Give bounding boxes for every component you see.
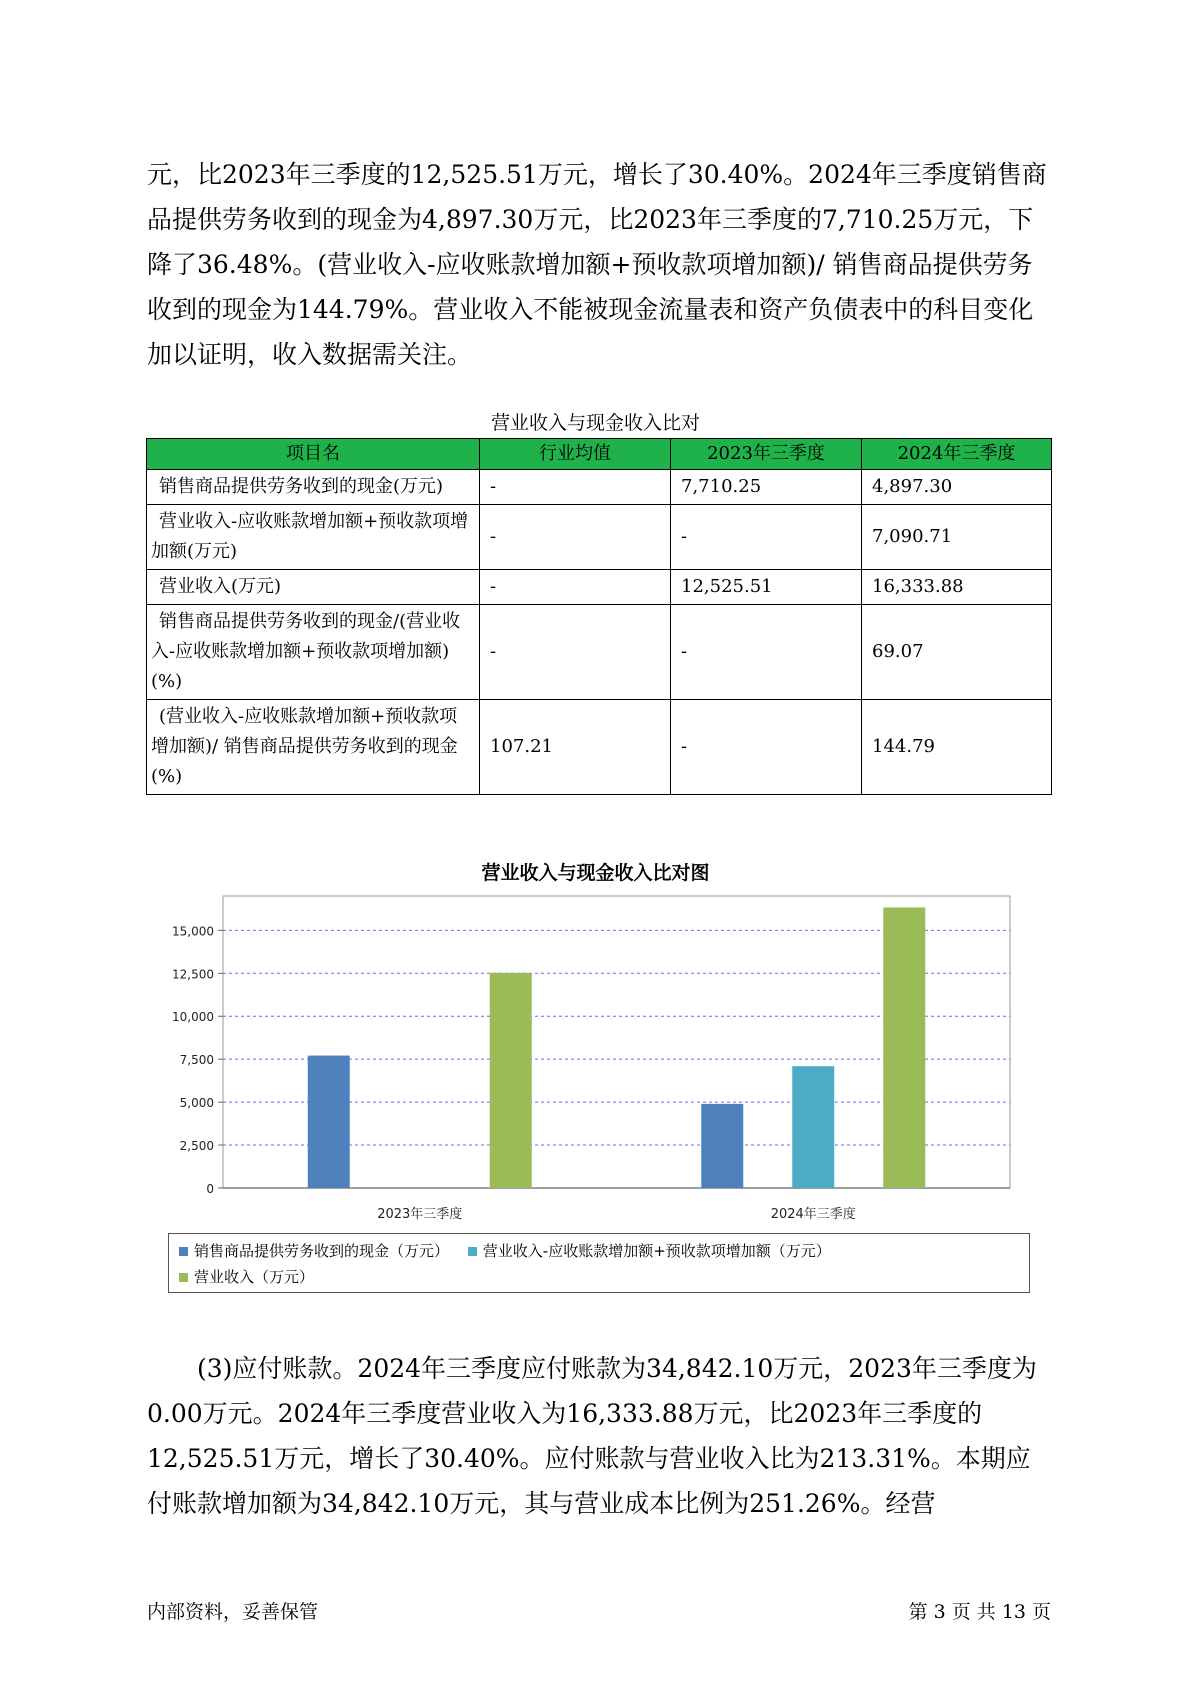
footer-confidential-note: 内部资料，妥善保管 — [147, 1601, 319, 1623]
comparison-table — [146, 438, 1052, 795]
legend-label: 销售商品提供劳务收到的现金（万元） — [194, 1242, 450, 1260]
cell-2024: 7,090.71 — [862, 505, 1052, 570]
legend-swatch — [179, 1247, 188, 1256]
row-label: 销售商品提供劳务收到的现金/(营业收入-应收账款增加额+预收款项增加额)(%) — [147, 605, 480, 700]
chart-title: 营业收入与现金收入比对图 — [481, 862, 710, 884]
cell-avg: - — [480, 605, 671, 700]
table-header-row — [147, 439, 1052, 470]
cell-2024: 16,333.88 — [862, 570, 1052, 605]
legend-item-adjusted-revenue — [468, 1238, 831, 1264]
row-label: 营业收入(万元) — [147, 570, 480, 605]
header-2023-q3: 2023年三季度 — [671, 439, 862, 470]
bar — [490, 973, 532, 1188]
cell-2024: 4,897.30 — [862, 470, 1052, 505]
bar — [792, 1066, 834, 1188]
bar-chart — [155, 890, 1035, 1222]
cell-avg: - — [480, 570, 671, 605]
row-label: (营业收入-应收账款增加额+预收款项增加额)/ 销售商品提供劳务收到的现金(%) — [147, 700, 480, 795]
body-paragraph-2: (3)应付账款。2024年三季度应付账款为34,842.10万元，2023年三季度为0.00万元。2024年三季度营业收入为16,333.88万元，比2023年三季度的12,525.51万元，增长了30.40%。应付账款与营业收入比为213.31%。本期应付账款增加额为34,842.10万元，其与营业成本比例为251.26%。经营 — [147, 1354, 1037, 1518]
x-tick-label: 2023年三季度 — [377, 1207, 463, 1222]
cell-2023: - — [671, 605, 862, 700]
table-row — [147, 570, 1052, 605]
cell-2023: 12,525.51 — [671, 570, 862, 605]
legend-item-revenue — [179, 1264, 314, 1290]
legend-swatch — [179, 1273, 188, 1282]
table-caption: 营业收入与现金收入比对 — [490, 412, 700, 434]
table-row — [147, 605, 1052, 700]
chart-legend — [168, 1233, 1030, 1293]
body-paragraph-1: 元，比2023年三季度的12,525.51万元，增长了30.40%。2024年三季度销售商品提供劳务收到的现金为4,897.30万元，比2023年三季度的7,710.25万元，下降了36.48%。(营业收入-应收账款增加额+预收款项增加额)/ 销售商品提供劳务收到的现金为144.79%。营业收入不能被现金流量表和资产负债表中的科目变化加以证明，收入数据需关注。 — [147, 160, 1047, 369]
legend-item-cash — [179, 1238, 449, 1264]
header-2024-q3: 2024年三季度 — [862, 439, 1052, 470]
y-tick-label: 7,500 — [179, 1053, 214, 1068]
y-tick-label: 2,500 — [179, 1139, 214, 1154]
table-row — [147, 505, 1052, 570]
cell-avg: - — [480, 505, 671, 570]
cell-avg: 107.21 — [480, 700, 671, 795]
header-item-name: 项目名 — [147, 439, 480, 470]
legend-label: 营业收入（万元） — [194, 1268, 315, 1286]
table-row — [147, 470, 1052, 505]
cell-2023: - — [671, 505, 862, 570]
footer-page-number: 第 3 页 共 13 页 — [908, 1601, 1051, 1623]
cell-2023: - — [671, 700, 862, 795]
x-tick-label: 2024年三季度 — [770, 1207, 856, 1222]
legend-label: 营业收入-应收账款增加额+预收款项增加额（万元） — [482, 1242, 831, 1260]
cell-avg: - — [480, 470, 671, 505]
y-tick-label: 10,000 — [172, 1010, 214, 1025]
y-tick-label: 0 — [206, 1182, 214, 1196]
legend-swatch — [468, 1247, 477, 1256]
y-tick-label: 15,000 — [172, 924, 214, 939]
header-industry-avg: 行业均值 — [480, 439, 671, 470]
row-label: 营业收入-应收账款增加额+预收款项增加额(万元) — [147, 505, 480, 570]
cell-2024: 69.07 — [862, 605, 1052, 700]
bar — [701, 1104, 743, 1188]
y-tick-label: 5,000 — [179, 1096, 214, 1111]
y-tick-label: 12,500 — [172, 967, 214, 982]
cell-2023: 7,710.25 — [671, 470, 862, 505]
table-row — [147, 700, 1052, 795]
bar — [308, 1056, 350, 1188]
bar — [883, 907, 925, 1188]
row-label: 销售商品提供劳务收到的现金(万元) — [147, 470, 480, 505]
cell-2024: 144.79 — [862, 700, 1052, 795]
